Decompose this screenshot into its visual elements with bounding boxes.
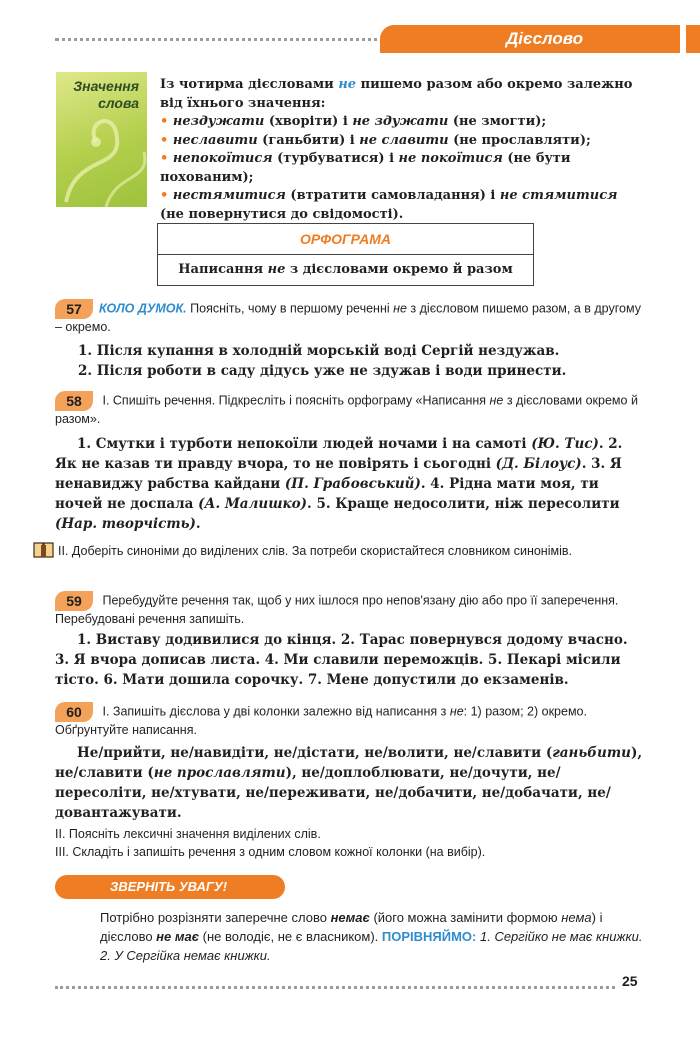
exercise-57-sentence: 1. Після купання в холодній морській воді Сергій нездужав. bbox=[78, 343, 560, 359]
exercise-number: 58 bbox=[55, 391, 93, 411]
meaning-list-item: • неславити (ганьбити) і не славити (не прославляти); bbox=[160, 132, 591, 148]
exercise-58-task-2: ІІ. Доберіть синоніми до виділених слів. За потреби скористайтеся словником синонімів. bbox=[58, 544, 572, 558]
page-number: 25 bbox=[622, 973, 638, 989]
exercise-number: 59 bbox=[55, 591, 93, 611]
meaning-list-item: • нездужати (хворіти) і не здужати (не змогти); bbox=[160, 114, 547, 129]
compare-label: ПОРІВНЯЙМО: bbox=[381, 929, 477, 944]
page-edge-marker bbox=[686, 25, 700, 53]
footer-dotted-rule bbox=[55, 986, 615, 989]
word-meaning-box bbox=[56, 72, 147, 207]
section-title-tab bbox=[380, 25, 680, 53]
exercise-number: 57 bbox=[55, 299, 93, 319]
exercise-label: КОЛО ДУМОК. bbox=[99, 301, 187, 316]
header-dotted-rule bbox=[55, 38, 385, 41]
orthogram-title: ОРФОГРАМА bbox=[158, 224, 533, 255]
exercise-60-words: Не/прийти, не/навидіти, не/дістати, не/волити, не/славити (ганьбити), не/славити (не прославляти), не/доплоблювати, не/дочути, не/пересоліти, не/хтувати, не/переживати, не/добачити, не/добачати, не/довантажувати. bbox=[55, 745, 643, 821]
meaning-list-item: • нестямитися (втратити самовладання) і не стямитися (не повернутися до свідомості). bbox=[160, 188, 618, 222]
section-title: Дієслово bbox=[506, 29, 583, 48]
exercise-59-task: 59 Перебудуйте речення так, щоб у них ішлося про непов'язану дію або про її заперечення. Перебудовані речення запишіть. bbox=[55, 593, 619, 626]
orthogram-text: Написання не з дієсловами окремо й разом bbox=[178, 262, 513, 277]
exercise-number: 60 bbox=[55, 702, 93, 722]
exercise-57-sentence: 2. Після роботи в саду дідусь уже не здужав і води принести. bbox=[78, 363, 567, 379]
exercise-57-task: 57 КОЛО ДУМОК. Поясніть, чому в першому реченні не з дієсловом пишемо разом, а в другому – окремо. bbox=[55, 301, 641, 334]
exercise-60-task-3: ІІІ. Складіть і запишіть речення з одним словом кожної колонки (на вибір). bbox=[55, 845, 486, 859]
exercise-60-task: 60 І. Запишіть дієслова у дві колонки залежно від написання з не: 1) разом; 2) окремо. Обґрунтуйте написання. bbox=[55, 704, 587, 737]
meaning-list-item: • непокоїтися (турбуватися) і не покоїтися (не бути похованим); bbox=[160, 151, 571, 185]
exercise-60-task-2: ІІ. Поясніть лексичні значення виділених слів. bbox=[55, 827, 321, 841]
meaning-rule-text: Із чотирма дієсловами не пишемо разом або окремо залежно від їхнього значення: • нездужати (хворіти) і не здужати (не змогти); • неславити (ганьбити) і не славити (не прославляти); • непокоїтися (турбуватися) і не покоїтися (не бути похованим); • нестямитися (втратити самовладання) і не стямитися (не повернутися до свідомості). bbox=[160, 76, 645, 224]
exercise-59-sentences: 1. Виставу додивилися до кінця. 2. Тарас повернувся додому вчасно. 3. Я вчора дописав листа. 4. Ми славили переможців. 5. Пекарі місили тісто. 6. Мати дошила сорочку. 7. Мене допустили до екзаменів. bbox=[55, 632, 628, 688]
dictionary-book-icon bbox=[33, 541, 55, 559]
attention-text: Потрібно розрізняти заперечне слово немає (його можна замінити формою нема) і дієслово не має (не володіє, не є власником). ПОРІВНЯЙМО: 1. Сергійко не має книжки. 2. У Сергійка немає книжки. bbox=[100, 910, 643, 963]
attention-label: ЗВЕРНІТЬ УВАГУ! bbox=[55, 875, 285, 899]
exercise-58-sentences: 1. Смутки і турботи непокоїли людей ночами і на самоті (Ю. Тис). 2. Як не казав ти правду вчора, то не повірять і сьогодні (Д. Білоус). 3. Я ненавиджу рабства кайдани (П. Грабовський). 4. Рідна мати моя, ти ночей не доспала (А. Малишко). 5. Краще недосолити, ніж пересолити (Нар. творчість). bbox=[55, 436, 623, 532]
orthogram-box bbox=[157, 223, 534, 286]
exercise-58-task: 58 І. Спишіть речення. Підкресліть і поясніть орфограму «Написання не з дієсловами окремо й разом». bbox=[55, 393, 638, 426]
word-meaning-label: Значення слова bbox=[73, 78, 139, 111]
